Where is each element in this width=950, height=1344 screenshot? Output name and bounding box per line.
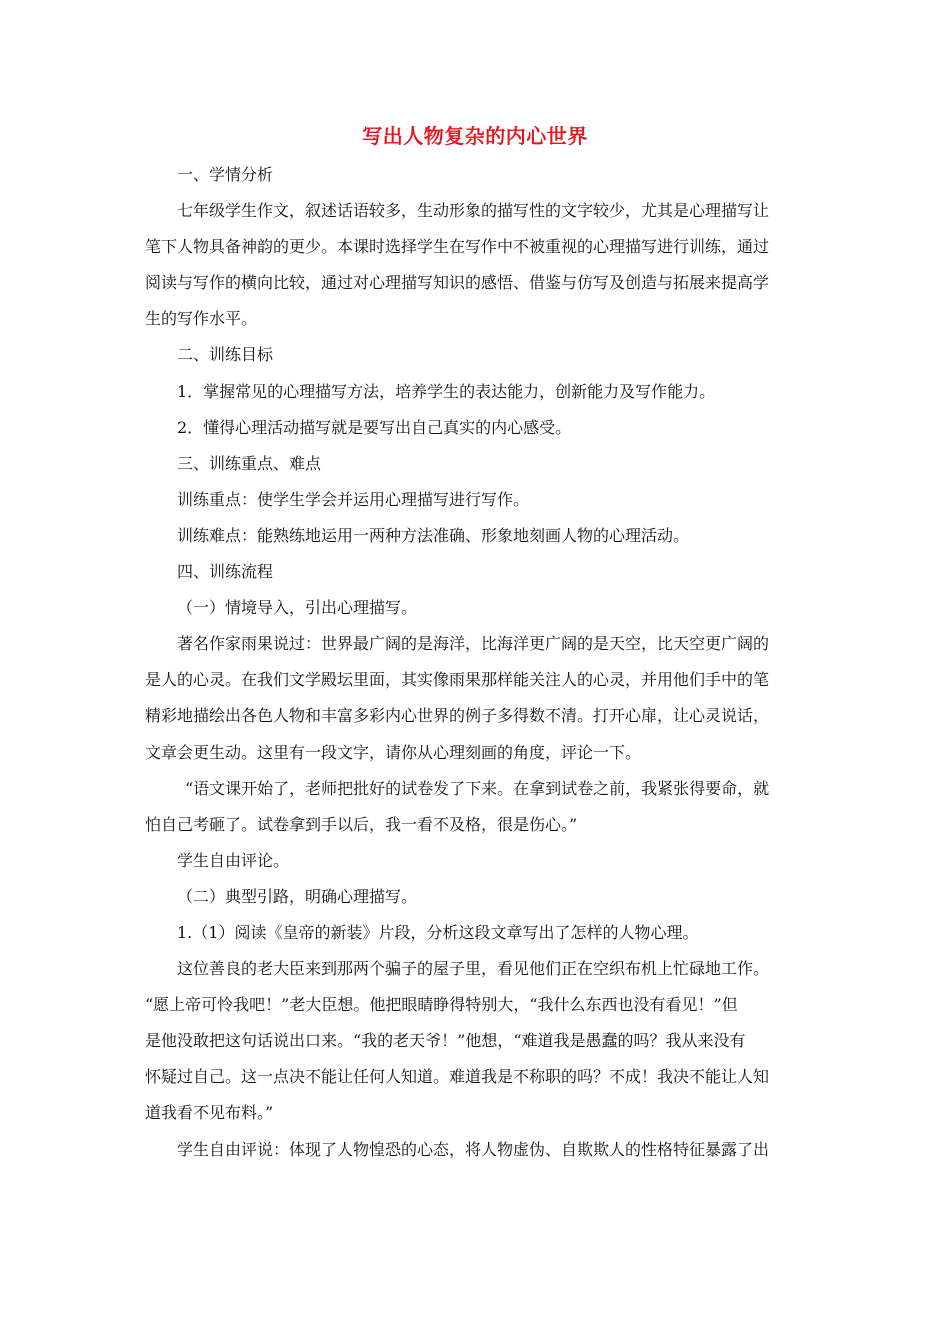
text-line: 道我看不见布料。” [145, 1103, 274, 1123]
document-body [145, 157, 808, 1168]
text-line: 生的写作水平。 [145, 309, 258, 329]
text-line: 训练难点：能熟练地运用一两种方法准确、形象地刻画人物的心理活动。 [177, 525, 690, 545]
text-line: 三、训练重点、难点 [177, 453, 322, 473]
text-line: 训练重点：使学生学会并运用心理描写进行写作。 [177, 489, 530, 509]
document-title: 写出人物复杂的内心世界 [362, 124, 588, 148]
text-line: 著名作家雨果说过：世界最广阔的是海洋，比海洋更广阔的是天空，比天空更广阔的 [177, 634, 770, 654]
text-line: 学生自由评说：体现了人物惶恐的心态，将人物虚伪、自欺欺人的性格特征暴露了出 [177, 1139, 770, 1159]
text-line: 精彩地描绘出各色人物和丰富多彩内心世界的例子多得数不清。打开心扉，让心灵说话， [145, 706, 770, 726]
text-line: “语文课开始了，老师把批好的试卷发了下来。在拿到试卷之前，我紧张得要命，就 [185, 778, 770, 798]
text-line: 怕自己考砸了。试卷拿到手以后，我一看不及格，很是伤心。” [145, 814, 578, 834]
text-line: 是他没敢把这句话说出口来。“我的老天爷！”他想，“难道我是愚蠢的吗？我从来没有 [145, 1031, 746, 1051]
text-line: 一、学情分析 [177, 165, 274, 184]
text-line: 四、训练流程 [177, 562, 274, 582]
text-line: （一）情境导入，引出心理描写。 [177, 598, 418, 618]
text-line: 怀疑过自己。这一点决不能让任何人知道。难道我是不称职的吗？不成！我决不能让人知 [145, 1067, 770, 1087]
text-line: 文章会更生动。这里有一段文字，请你从心理刻画的角度，评论一下。 [145, 742, 642, 762]
text-line: （二）典型引路，明确心理描写。 [177, 886, 418, 906]
text-line: 七年级学生作文，叙述话语较多，生动形象的描写性的文字较少，尤其是心理描写让 [177, 201, 770, 221]
text-line: 阅读与写作的横向比较，通过对心理描写知识的感悟、借鉴与仿写及创造与拓展来提高学 [145, 273, 770, 293]
text-line: “愿上帝可怜我吧！”老大臣想。他把眼睛睁得特别大，“我什么东西也没有看见！”但 [145, 995, 738, 1015]
text-line: 这位善良的老大臣来到那两个骗子的屋子里，看见他们正在空织布机上忙碌地工作。 [177, 959, 770, 979]
text-line: 二、训练目标 [177, 345, 274, 365]
text-line: 笔下人物具备神韵的更少。本课时选择学生在写作中不被重视的心理描写进行训练，通过 [145, 237, 770, 257]
text-line: 学生自由评论。 [177, 850, 290, 870]
text-line: 1.（1）阅读《皇帝的新装》片段，分析这段文章写出了怎样的人物心理。 [177, 922, 699, 942]
text-line: 是人的心灵。在我们文学殿坛里面，其实像雨果那样能关注人的心灵，并用他们手中的笔 [145, 670, 770, 690]
text-line: 1．掌握常见的心理描写方法，培养学生的表达能力，创新能力及写作能力。 [177, 381, 716, 401]
text-line: 2．懂得心理活动描写就是要写出自己真实的内心感受。 [177, 417, 572, 437]
